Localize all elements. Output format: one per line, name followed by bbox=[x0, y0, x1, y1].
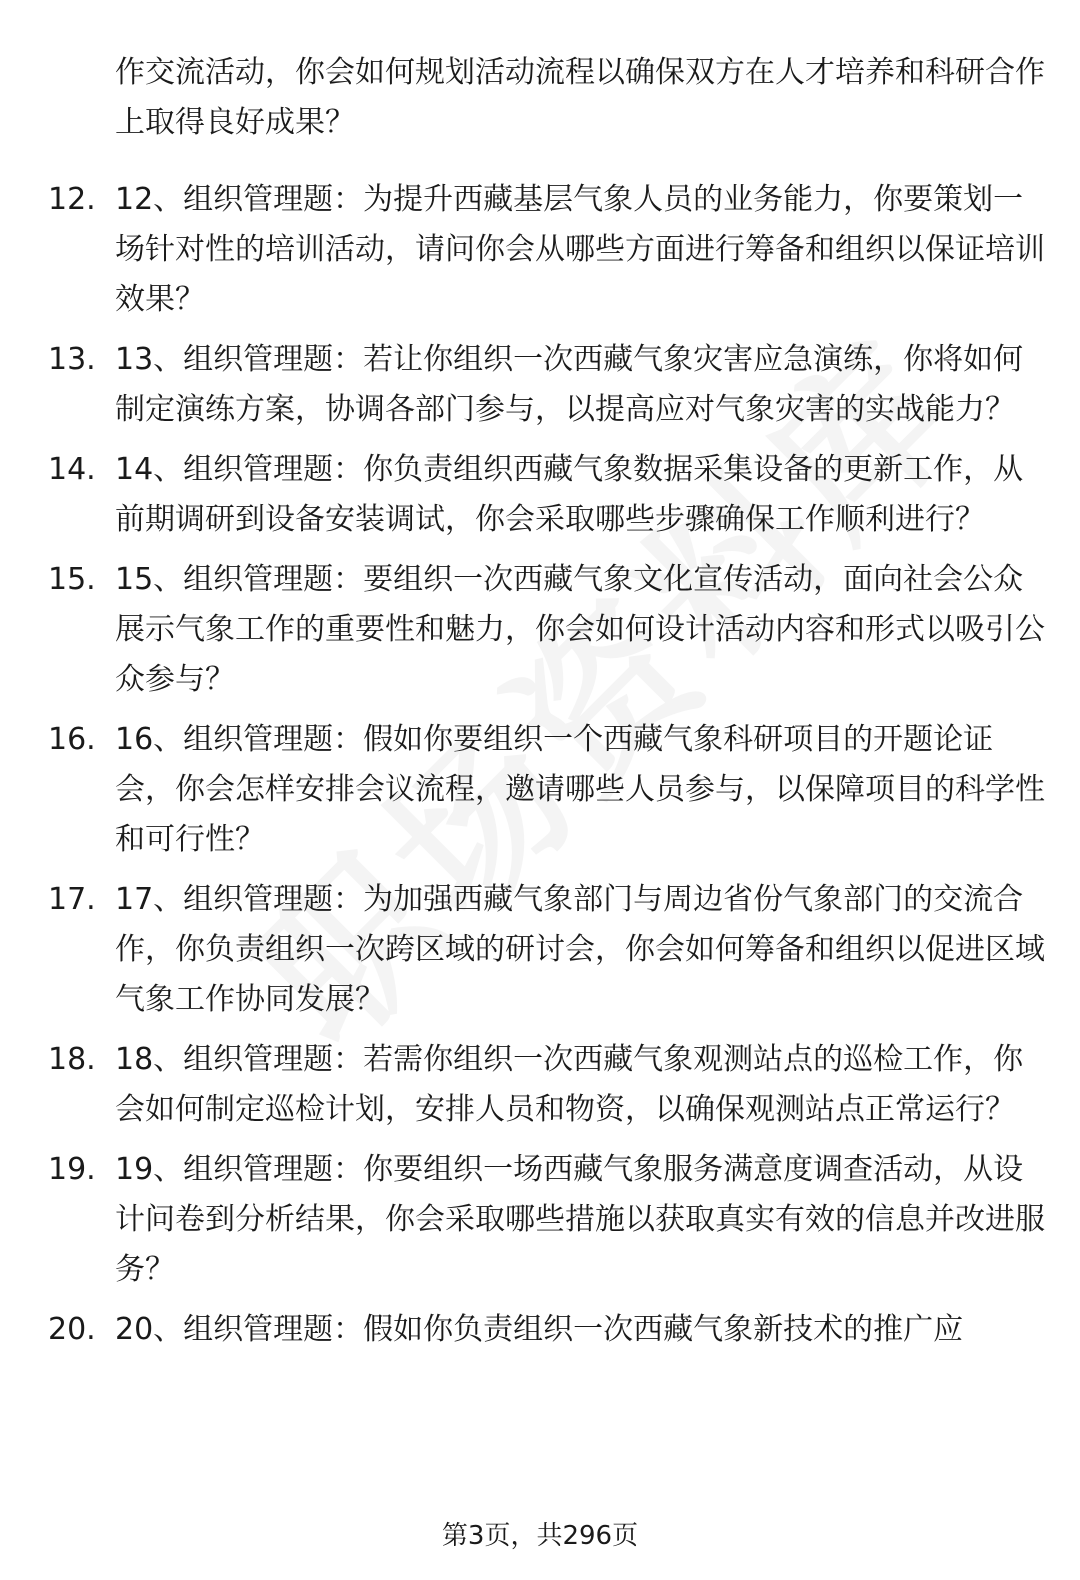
question-item-17 bbox=[0, 875, 1045, 1025]
question-item-14 bbox=[0, 445, 1045, 545]
question-item-12 bbox=[0, 175, 1045, 325]
question-number: 16. bbox=[48, 722, 96, 757]
question-item-19 bbox=[0, 1145, 1045, 1295]
page-footer: 第3页，共296页 bbox=[441, 1521, 639, 1551]
question-item-13 bbox=[0, 335, 1045, 435]
question-text: 20、组织管理题：假如你负责组织一次西藏气象新技术的推广应 bbox=[115, 1312, 964, 1347]
question-text: 16、组织管理题：假如你要组织一个西藏气象科研项目的开题论证会，你会怎样安排会议流程，邀请哪些人员参与，以保障项目的科学性和可行性？ bbox=[115, 722, 1045, 857]
question-text: 19、组织管理题：你要组织一场西藏气象服务满意度调查活动，从设计问卷到分析结果，你会采取哪些措施以获取真实有效的信息并改进服务？ bbox=[115, 1152, 1045, 1287]
question-number: 17. bbox=[48, 882, 96, 917]
question-text: 15、组织管理题：要组织一次西藏气象文化宣传活动，面向社会公众展示气象工作的重要性和魅力，你会如何设计活动内容和形式以吸引公众参与？ bbox=[115, 562, 1045, 697]
question-list bbox=[0, 175, 1080, 1365]
question-number: 13. bbox=[48, 342, 96, 377]
question-text: 13、组织管理题：若让你组织一次西藏气象灾害应急演练，你将如何制定演练方案，协调各部门参与，以提高应对气象灾害的实战能力？ bbox=[115, 342, 1024, 427]
question-item-16 bbox=[0, 715, 1045, 865]
question-text: 12、组织管理题：为提升西藏基层气象人员的业务能力，你要策划一场针对性的培训活动，请问你会从哪些方面进行筹备和组织以保证培训效果？ bbox=[115, 182, 1045, 317]
question-text: 18、组织管理题：若需你组织一次西藏气象观测站点的巡检工作，你会如何制定巡检计划，安排人员和物资，以确保观测站点正常运行？ bbox=[115, 1042, 1024, 1127]
question-item-15 bbox=[0, 555, 1045, 705]
question-text: 17、组织管理题：为加强西藏气象部门与周边省份气象部门的交流合作，你负责组织一次跨区域的研讨会，你会如何筹备和组织以促进区域气象工作协同发展？ bbox=[115, 882, 1045, 1017]
question-number: 19. bbox=[48, 1152, 96, 1187]
question-number: 14. bbox=[48, 452, 96, 487]
question-item-18 bbox=[0, 1035, 1045, 1135]
question-item-20 bbox=[0, 1305, 1045, 1355]
question-number: 18. bbox=[48, 1042, 96, 1077]
question-number: 12. bbox=[48, 182, 96, 217]
question-number: 15. bbox=[48, 562, 96, 597]
question-text: 14、组织管理题：你负责组织西藏气象数据采集设备的更新工作，从前期调研到设备安装调试，你会采取哪些步骤确保工作顺利进行？ bbox=[115, 452, 1024, 537]
continued-question-text: 作交流活动，你会如何规划活动流程以确保双方在人才培养和科研合作上取得良好成果？ bbox=[115, 55, 1045, 140]
question-number: 20. bbox=[48, 1312, 96, 1347]
